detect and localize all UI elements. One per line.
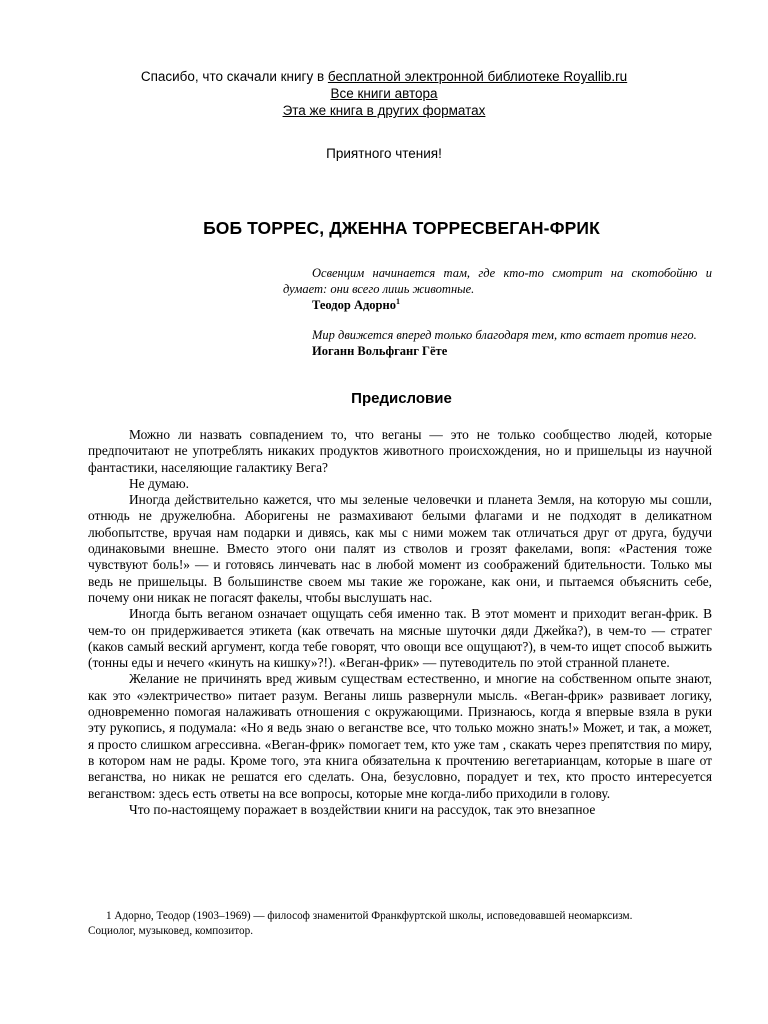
book-title: БОБ ТОРРЕС, ДЖЕННА ТОРРЕСВЕГАН-ФРИК bbox=[203, 218, 600, 238]
greeting-text: Приятного чтения! bbox=[326, 146, 442, 161]
paragraph: Можно ли назвать совпадением то, что веганы — это не только сообщество людей, которые предпочитают не употреблять никаких продуктов животного происхождения, но и пришельцы из научной фантастики, населяющие галактику Вега? bbox=[88, 427, 712, 475]
thanks-line bbox=[0, 68, 768, 85]
paragraph: Желание не причинять вред живым существам естественно, и многие на собственном опыте знают, как это «электричество» питает разум. Веганы лишь развернули мысль. «Веган-фрик» развивает логику, одновременно помогая налаживать отношения с окружающими. Признаюсь, когда я впервые взяла в руки эту рукопись, я подумала: «Но я ведь знаю о веганстве все, что только можно знать!» Может, и так, а может, я просто слишком агрессивна. «Веган-фрик» помогает тем, кто уже там , скакать через препятствия по миру, в котором нам не рады. Кроме того, эта книга обязательна к прочтению вегетарианцам, которые в шаге от веганства, но никак не решатся его сделать. Она, безусловно, порадует и тех, кто просто интересуется веганством: здесь есть ответы на все вопросы, которые мне когда-либо приходили в голову. bbox=[88, 671, 712, 801]
footnote-line: Социолог, музыковед, композитор. bbox=[88, 925, 254, 937]
footnote-line: 1 Адорно, Теодор (1903–1969) — философ знаменитой Франкфуртской школы, исповедовавшей неомарксизм. bbox=[106, 910, 633, 922]
footnote bbox=[88, 909, 718, 939]
all-books-link[interactable]: Все книги автора bbox=[330, 86, 438, 101]
thanks-text: Спасибо, что скачали книгу в bbox=[140, 69, 328, 84]
epigraph-quote: Освенцим начинается там, где кто-то смотрит на скотобойню и думает: они всего лишь животные. bbox=[283, 266, 712, 296]
library-link[interactable]: бесплатной электронной библиотеке Royallib.ru bbox=[327, 69, 628, 84]
paragraph: Что по-настоящему поражает в воздействии книги на рассудок, так это внезапное bbox=[129, 801, 596, 817]
epigraph bbox=[283, 327, 712, 359]
paragraph: Иногда быть веганом означает ощущать себя именно так. В этот момент и приходит веган-фрик. В чем-то он придерживается этикета (как отвечать на мясные шуточки дяди Джейка?), в чем-то — стратег (каков самый веский аргумент, когда тебе говорят, что овощи все ощущают?), в чем-то ищет способ выжить (тонны еды и нечего «кинуть на кишку»?!). «Веган-фрик» — путеводитель по этой странной планете. bbox=[88, 606, 712, 671]
section-title: Предисловие bbox=[351, 390, 452, 407]
footnote-reference[interactable]: 1 bbox=[395, 296, 400, 306]
epigraph bbox=[283, 265, 712, 313]
epigraph-author: Иоганн Вольфганг Гёте bbox=[312, 344, 448, 358]
body-text bbox=[88, 427, 712, 895]
epigraph-author-name: Теодор Адорно bbox=[312, 298, 396, 312]
paragraph: Не думаю. bbox=[129, 475, 189, 491]
paragraph: Иногда действительно кажется, что мы зеленые человечки и планета Земля, на которую мы сошли, отнюдь не дружелюбна. Аборигены не размахивают белыми флагами и не подходят в деликатном любопытстве, вручая нам подарки и дивясь, как мы с ними можем так отличаться друг от друга, будучи одинаковыми внешне. Вместо этого они палят из стволов и грозят факелами, вопя: «Растения тоже чувствуют боль!» — и готовясь линчевать нас в любой момент из соображений бдительности. Только мы ведь не пришельцы. В большинстве своем мы такие же горожане, как они, и пытаемся объяснить себе, почему они никак не погасят факелы, чтобы выслушать нас. bbox=[88, 492, 712, 605]
epigraph-quote: Мир движется вперед только благодаря тем, кто встает против него. bbox=[312, 328, 697, 342]
download-header bbox=[0, 68, 768, 162]
epigraph-author bbox=[283, 297, 712, 313]
other-formats-link[interactable]: Эта же книга в других форматах bbox=[282, 103, 486, 118]
